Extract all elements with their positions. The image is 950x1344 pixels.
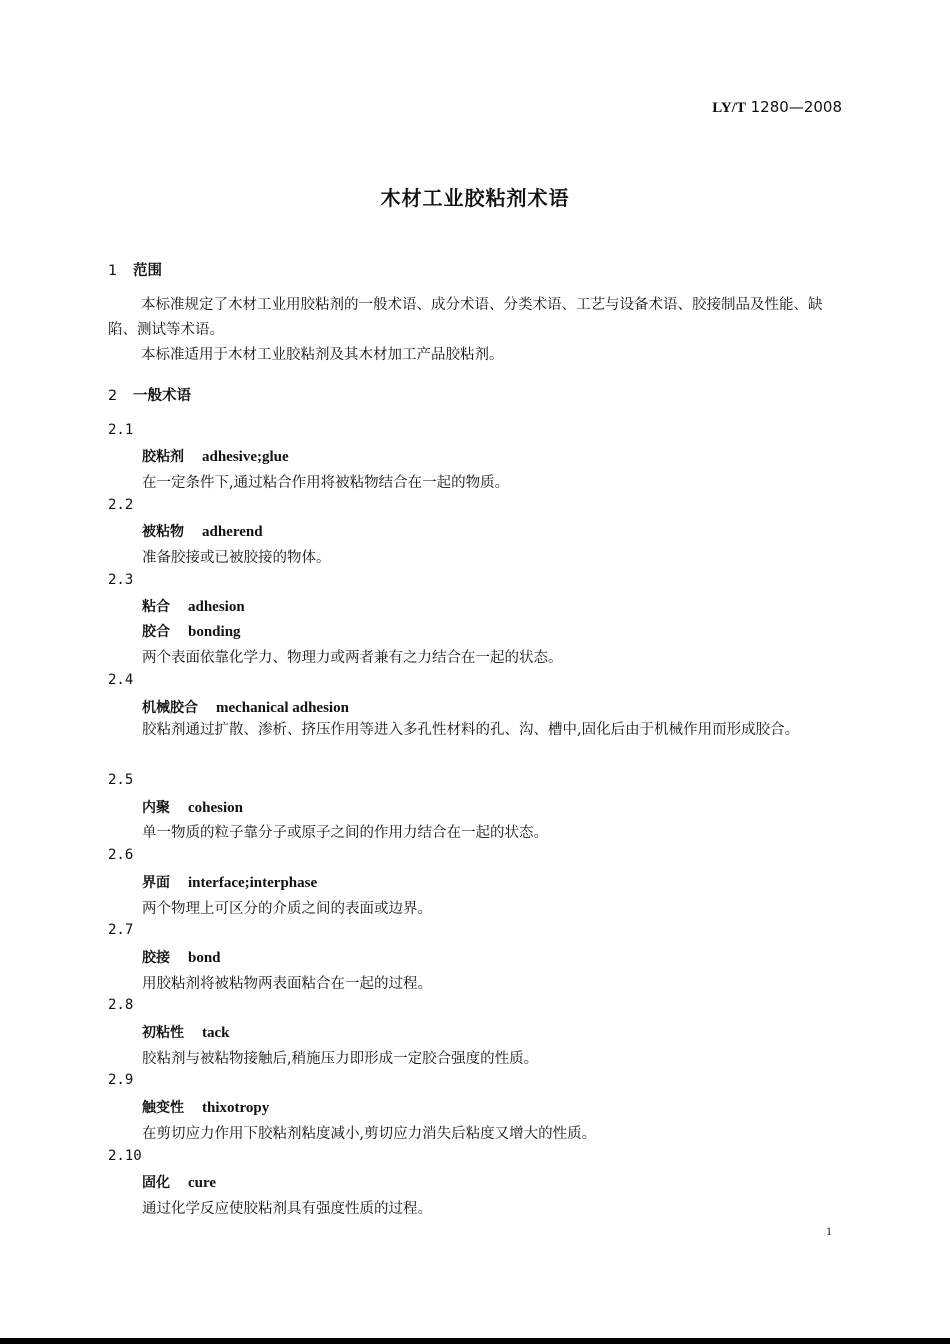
term [142,521,263,541]
definition: 通过化学反应使胶粘剂具有强度性质的过程。 [142,1201,432,1217]
term [142,797,243,817]
scope-paragraph-2 [108,343,844,368]
term-zh: 被粘物 [142,524,184,540]
entry-number: 2.8 [108,997,134,1013]
definition: 两个表面依靠化学力、物理力或两者兼有之力结合在一起的状态。 [142,650,563,666]
term [142,1172,216,1192]
definition: 胶粘剂与被粘物接触后,稍施压力即形成一定胶合强度的性质。 [142,1051,539,1067]
entry-number: 2.6 [108,847,134,863]
term-zh: 内聚 [142,800,170,816]
entry-number: 2.2 [108,497,134,513]
term-zh: 胶接 [142,950,170,966]
page-number: 1 [826,1224,832,1238]
term [142,947,221,967]
definition: 两个物理上可区分的介质之间的表面或边界。 [142,901,432,917]
document-title: 木材工业胶粘剂术语 [380,186,570,210]
standard-number [712,98,842,117]
term-en: adhesion [188,599,245,615]
term [142,697,349,717]
term [142,446,289,466]
term-en: cohesion [188,800,244,816]
entry-number: 2.9 [108,1072,134,1088]
term [142,1022,230,1042]
term-en: cure [188,1175,217,1191]
term [142,1097,269,1117]
term-zh: 界面 [142,875,170,891]
scope-text-2: 本标准适用于木材工业胶粘剂及其木材加工产品胶粘剂。 [141,347,504,363]
term-zh: 初粘性 [142,1025,184,1041]
standard-year: 1280—2008 [750,98,842,116]
term-en: bond [188,950,221,966]
entry-number: 2.10 [108,1148,142,1164]
entry-number: 2.3 [108,572,134,588]
term-zh: 机械胶合 [142,700,198,716]
section-number: 2 [108,388,118,404]
definition: 在剪切应力作用下胶粘剂粘度减小,剪切应力消失后粘度又增大的性质。 [142,1126,597,1142]
term-en: thixotropy [202,1100,270,1116]
term-zh: 触变性 [142,1100,184,1116]
term-en: mechanical adhesion [216,700,349,716]
section-heading-1 [108,259,162,280]
term-en: tack [202,1025,230,1041]
entry-number: 2.7 [108,922,134,938]
term-zh: 固化 [142,1175,170,1191]
term-zh: 胶粘剂 [142,449,184,465]
definition [108,718,844,743]
term [142,872,317,892]
section-title: 一般术语 [133,388,191,404]
section-title: 范围 [133,263,162,279]
term-zh: 粘合 [142,599,170,615]
definition: 单一物质的粒子靠分子或原子之间的作用力结合在一起的状态。 [142,825,548,841]
term-en: interface;interphase [188,875,318,891]
term [142,596,245,616]
page-bottom-edge [0,1338,950,1344]
entry-number: 2.4 [108,672,134,688]
section-heading-2 [108,384,191,405]
definition-text: 胶粘剂通过扩散、渗析、挤压作用等进入多孔性材料的孔、沟、槽中,固化后由于机械作用而形成胶合。 [142,722,800,738]
scope-paragraph-1 [108,293,844,343]
section-number: 1 [108,263,118,279]
term-en: adhesive;glue [202,449,289,465]
term-en: bonding [188,624,241,640]
scope-text-1: 本标准规定了木材工业用胶粘剂的一般术语、成分术语、分类术语、工艺与设备术语、胶接制品及性能、缺陷、测试等术语。 [108,297,823,338]
term [142,621,241,641]
definition: 用胶粘剂将被粘物两表面粘合在一起的过程。 [142,976,432,992]
definition: 在一定条件下,通过粘合作用将被粘物结合在一起的物质。 [142,475,510,491]
definition: 准备胶接或已被胶接的物体。 [142,550,331,566]
term-en: adherend [202,524,263,540]
term-zh: 胶合 [142,624,170,640]
standard-code: LY/T [712,100,746,116]
entry-number: 2.5 [108,772,134,788]
entry-number: 2.1 [108,422,134,438]
